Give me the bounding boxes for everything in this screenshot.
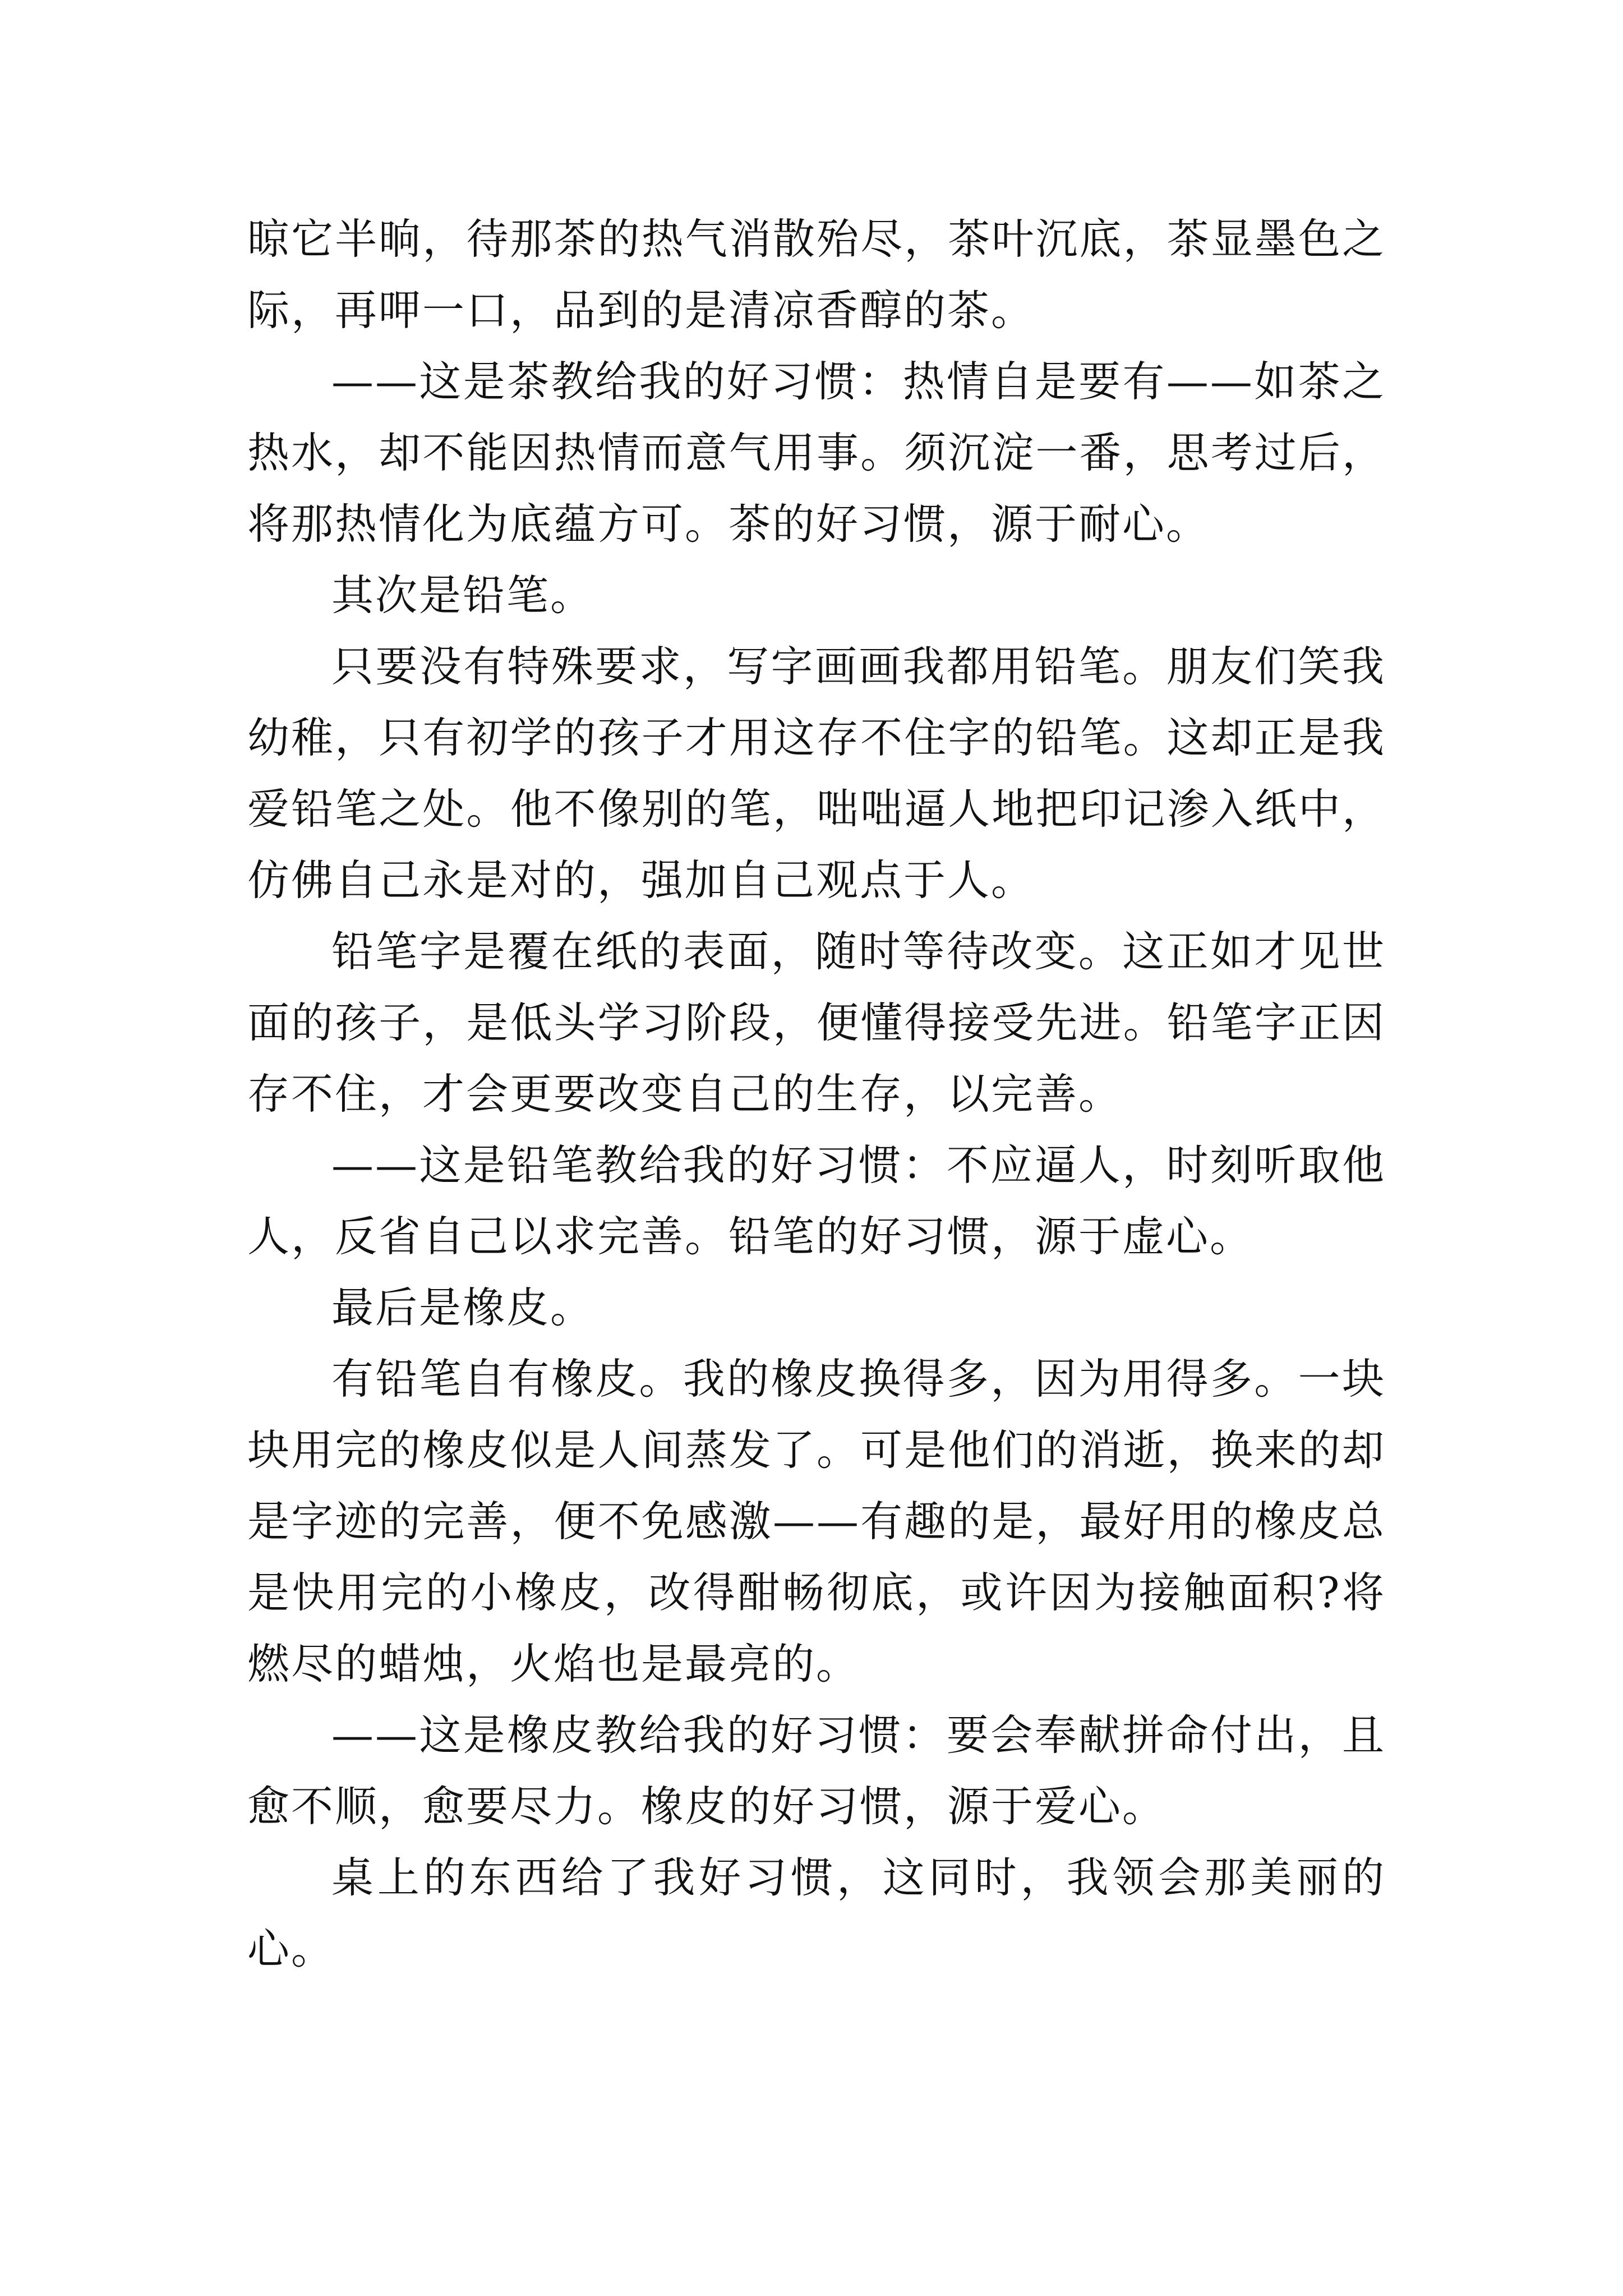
paragraph-6: ——这是铅笔教给我的好习惯：不应逼人，时刻听取他人，反省自己以求完善。铅笔的好习惯，源于虚心。: [247, 1140, 1386, 1261]
paragraph-3: 其次是铅笔。: [331, 570, 594, 620]
paragraph-4: 只要没有特殊要求，写字画画我都用铅笔。朋友们笑我幼稚，只有初学的孩子才用这存不住字的铅笔。这却正是我爱铅笔之处。他不像别的笔，咄咄逼人地把印记渗入纸中，仿佛自己永是对的，强加自己观点于人。: [247, 642, 1386, 905]
paragraph-1: 晾它半晌，待那茶的热气消散殆尽，茶叶沉底，茶显墨色之际，再呷一口，品到的是清凉香醇的茶。: [247, 214, 1386, 335]
paragraph-10: 桌上的东西给了我好习惯，这同时，我领会那美丽的心。: [247, 1853, 1386, 1973]
paragraph-5: 铅笔字是覆在纸的表面，随时等待改变。这正如才见世面的孩子，是低头学习阶段，便懂得接受先进。铅笔字正因存不住，才会更要改变自己的生存，以完善。: [247, 927, 1386, 1119]
paragraph-9: ——这是橡皮教给我的好习惯：要会奉献拼命付出，且愈不顺，愈要尽力。橡皮的好习惯，源于爱心。: [247, 1710, 1386, 1831]
paragraph-7: 最后是橡皮。: [331, 1283, 594, 1332]
essay-body: [247, 204, 1386, 1985]
paragraph-2: ——这是茶教给我的好习惯：热情自是要有——如茶之热水，却不能因热情而意气用事。须沉淀一番，思考过后，将那热情化为底蕴方可。茶的好习惯，源于耐心。: [247, 357, 1386, 549]
paragraph-8: 有铅笔自有橡皮。我的橡皮换得多，因为用得多。一块块用完的橡皮似是人间蒸发了。可是他们的消逝，换来的却是字迹的完善，便不免感激——有趣的是，最好用的橡皮总是快用完的小橡皮，改得酣畅彻底，或许因为接触面积?将燃尽的蜡烛，火焰也是最亮的。: [247, 1354, 1386, 1688]
